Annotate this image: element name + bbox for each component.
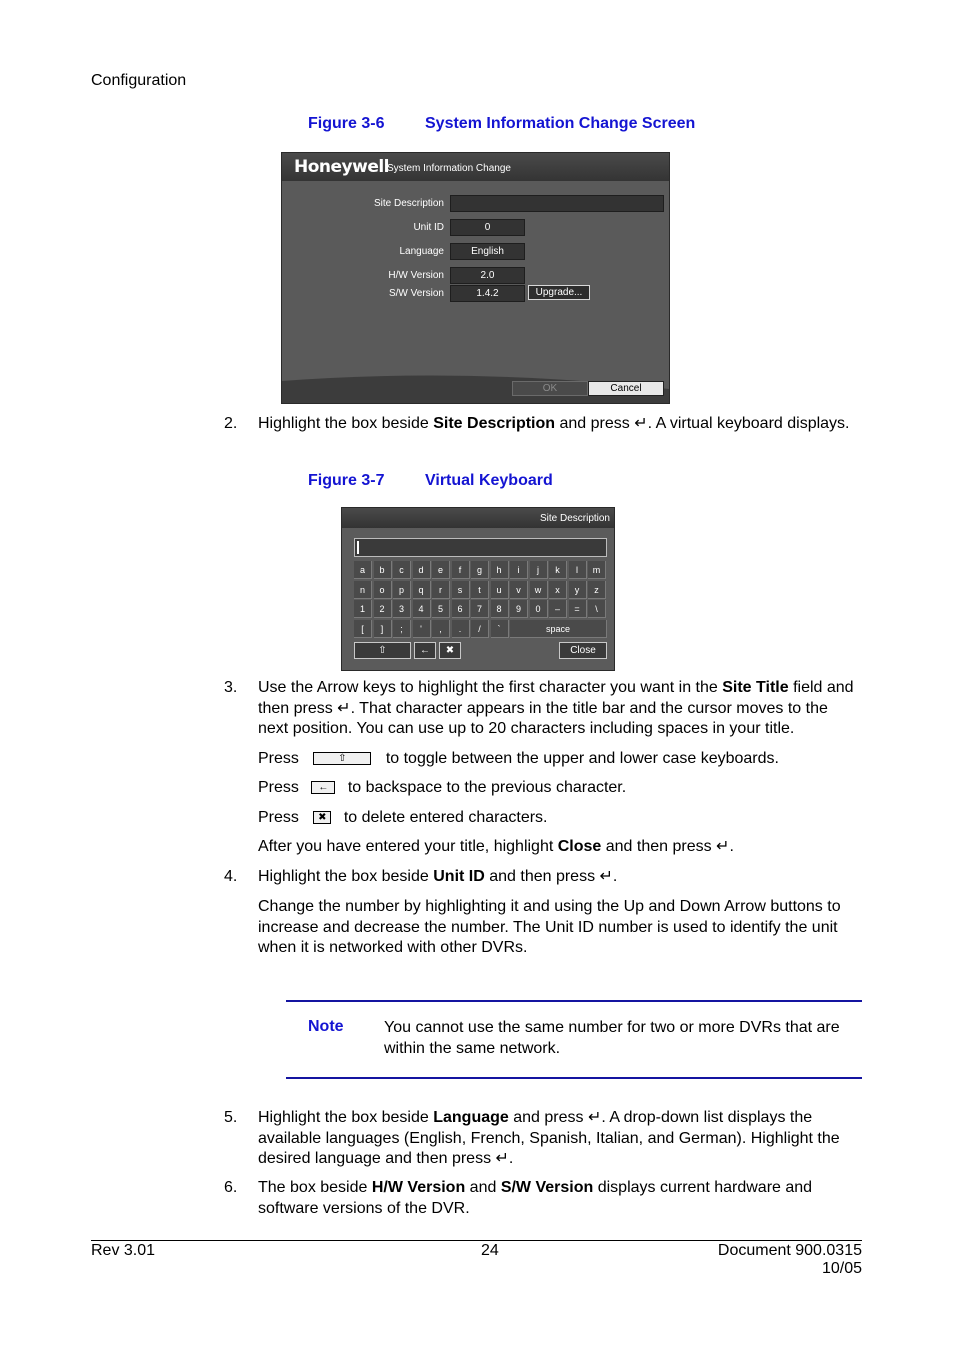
text-run: and then press ↵.	[601, 838, 734, 855]
delete-icon: ✖	[445, 645, 455, 656]
press-backspace-line	[258, 778, 862, 799]
text-run: The box beside	[258, 1179, 372, 1196]
key[interactable]: `	[491, 620, 509, 638]
footer-rule	[91, 1240, 862, 1241]
shift-icon: ⇧	[378, 645, 387, 656]
key[interactable]: q	[413, 581, 431, 599]
key[interactable]: g	[471, 561, 489, 579]
step-5-text	[258, 1108, 862, 1170]
key[interactable]: c	[393, 561, 411, 579]
upgrade-button[interactable]: Upgrade...	[528, 285, 590, 300]
text-run: Highlight the box beside	[258, 868, 434, 885]
key[interactable]: 8	[491, 600, 509, 618]
note-text: You cannot use the same number for two or more DVRs that are within the same network.	[384, 1019, 840, 1057]
step-4-paragraph: Change the number by highlighting it and using the Up and Down Arrow buttons to increase and decrease the number. The Unit ID number is used to identify the unit when it is networked with other DVRs.	[258, 898, 841, 956]
step-2-text	[258, 414, 862, 435]
footer-revision: Rev 3.01	[91, 1242, 156, 1259]
text-run: to backspace to the previous character.	[347, 779, 627, 796]
key[interactable]: –	[549, 600, 567, 618]
glyph: ⇧	[338, 753, 347, 765]
sw-version-label: S/W Version	[388, 288, 444, 299]
delete-icon	[313, 811, 331, 824]
bold-term: Site Title	[722, 679, 789, 696]
key[interactable]: .	[452, 620, 470, 638]
step-4-text	[258, 867, 862, 888]
key[interactable]: s	[452, 581, 470, 599]
figure-title: Virtual Keyboard	[425, 472, 553, 489]
bold-term: Unit ID	[433, 868, 485, 885]
key[interactable]: 5	[432, 600, 450, 618]
note-top-rule	[286, 1000, 862, 1002]
note-bottom-rule	[286, 1077, 862, 1079]
press-word: Press	[258, 779, 299, 796]
key[interactable]: ;	[393, 620, 411, 638]
text-run: Use the Arrow keys to highlight the first character you want in the	[258, 679, 723, 696]
key[interactable]: x	[549, 581, 567, 599]
key[interactable]: 9	[510, 600, 528, 618]
key[interactable]: 0	[530, 600, 548, 618]
text-run: and press ↵. A virtual keyboard displays.	[555, 415, 850, 432]
key[interactable]: m	[588, 561, 606, 579]
keyboard-title-bar	[342, 508, 614, 528]
text-run: Highlight the box beside	[258, 1109, 434, 1126]
key[interactable]: 2	[374, 600, 392, 618]
shift-button[interactable]	[354, 642, 411, 659]
key[interactable]: '	[413, 620, 431, 638]
glyph: ←	[318, 782, 329, 794]
key[interactable]: f	[452, 561, 470, 579]
key[interactable]: e	[432, 561, 450, 579]
key[interactable]: r	[432, 581, 450, 599]
key[interactable]: 6	[452, 600, 470, 618]
screen-title-bar	[282, 153, 669, 181]
language-field[interactable]: English	[450, 243, 525, 260]
step-number: 3.	[224, 679, 238, 696]
running-header: Configuration	[91, 72, 187, 89]
figure-caption-3-6	[308, 115, 695, 133]
key[interactable]: l	[569, 561, 587, 579]
key[interactable]: ]	[374, 620, 392, 638]
key[interactable]: z	[588, 581, 606, 599]
text-run: to delete entered characters.	[343, 809, 548, 826]
space-key[interactable]: space	[510, 620, 607, 638]
virtual-keyboard-screen	[341, 507, 615, 671]
step-number: 5.	[224, 1109, 238, 1126]
key[interactable]: t	[471, 581, 489, 599]
text-run: and	[465, 1179, 501, 1196]
bold-term: H/W Version	[371, 1179, 466, 1196]
document-date: 10/05	[821, 1260, 862, 1277]
step-6-text	[258, 1178, 862, 1219]
note-label: Note	[308, 1018, 344, 1035]
step-number: 4.	[224, 868, 238, 885]
press-word: Press	[258, 750, 299, 767]
hw-version-field: 2.0	[450, 267, 525, 284]
key[interactable]: u	[491, 581, 509, 599]
unit-id-field[interactable]: 0	[450, 219, 525, 236]
key[interactable]: =	[569, 600, 587, 618]
bold-term: Close	[557, 838, 602, 855]
after-title-line	[258, 837, 862, 858]
ok-button[interactable]: OK	[512, 381, 588, 396]
key[interactable]: ,	[432, 620, 450, 638]
key[interactable]: a	[354, 561, 372, 579]
key[interactable]: 4	[413, 600, 431, 618]
keyboard-caption: Site Description	[539, 513, 610, 524]
key[interactable]: \	[588, 600, 606, 618]
keyboard-text-input[interactable]	[354, 538, 607, 557]
bold-term: S/W Version	[500, 1179, 594, 1196]
text-run: After you have entered your title, highlight	[258, 838, 558, 855]
key[interactable]: v	[510, 581, 528, 599]
shift-icon	[313, 752, 371, 765]
key[interactable]: k	[549, 561, 567, 579]
press-shift-line	[258, 749, 862, 770]
key[interactable]: b	[374, 561, 392, 579]
footer-page-number: 24	[481, 1242, 499, 1259]
hw-version-label: H/W Version	[388, 270, 444, 281]
site-description-field[interactable]	[450, 195, 664, 212]
bold-term: Language	[433, 1109, 509, 1126]
text-cursor	[357, 541, 359, 554]
figure-caption-3-7	[308, 472, 553, 490]
footer-document	[718, 1242, 862, 1278]
system-information-change-screen	[281, 152, 670, 404]
document-number: Document 900.0315	[717, 1242, 862, 1259]
text-run: to toggle between the upper and lower case keyboards.	[385, 750, 779, 767]
text-run: and press ↵. A drop-down list displays the available languages (English, French, Spanish, Italian, and German). Highlight the desired language and then press ↵.	[258, 1109, 840, 1167]
text-run: and then press ↵.	[484, 868, 618, 885]
honeywell-logo: Honeywell	[294, 157, 390, 177]
screen-caption: System Information Change	[387, 163, 511, 174]
key[interactable]: /	[471, 620, 489, 638]
figure-title: System Information Change Screen	[425, 115, 696, 132]
key[interactable]: y	[569, 581, 587, 599]
key[interactable]: p	[393, 581, 411, 599]
bold-term: Site Description	[433, 415, 556, 432]
language-label: Language	[399, 246, 444, 257]
figure-number: Figure 3-7	[308, 472, 385, 489]
key[interactable]: o	[374, 581, 392, 599]
delete-button[interactable]	[439, 642, 461, 659]
key[interactable]: j	[530, 561, 548, 579]
backspace-icon	[311, 781, 335, 794]
close-button[interactable]: Close	[559, 642, 607, 659]
glyph: ✖	[318, 812, 327, 824]
key[interactable]: 7	[471, 600, 489, 618]
sw-version-field: 1.4.2	[450, 285, 525, 302]
key[interactable]: w	[530, 581, 548, 599]
press-delete-line	[258, 808, 862, 829]
step-3-text	[258, 678, 862, 740]
text-run: displays current hardware and software versions of the DVR.	[258, 1179, 813, 1217]
step-number: 2.	[224, 415, 238, 432]
key[interactable]: 1	[354, 600, 372, 618]
press-word: Press	[258, 809, 299, 826]
cancel-button[interactable]: Cancel	[588, 381, 664, 396]
key[interactable]: [	[354, 620, 372, 638]
key[interactable]: d	[413, 561, 431, 579]
step-number: 6.	[224, 1179, 238, 1196]
text-run: field and then press ↵. That character appears in the title bar and the cursor moves to the next position. You can use up to 20 characters including spaces in your title.	[258, 679, 854, 737]
figure-number: Figure 3-6	[308, 115, 385, 132]
unit-id-label: Unit ID	[413, 222, 444, 233]
key[interactable]: i	[510, 561, 528, 579]
backspace-icon: ←	[420, 645, 430, 656]
key[interactable]: 3	[393, 600, 411, 618]
backspace-button[interactable]	[414, 642, 436, 659]
text-run: Highlight the box beside	[258, 415, 434, 432]
key[interactable]: h	[491, 561, 509, 579]
site-description-label: Site Description	[373, 198, 444, 209]
key[interactable]: n	[354, 581, 372, 599]
